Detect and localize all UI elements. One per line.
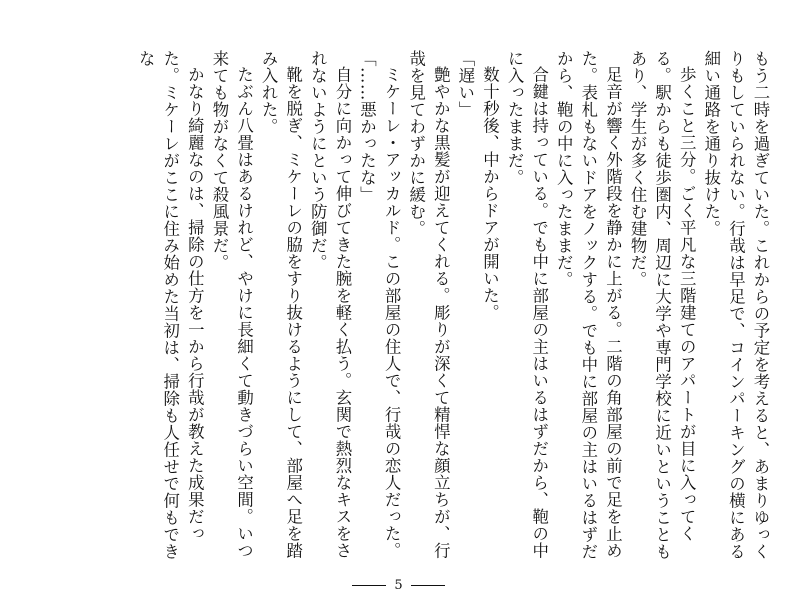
paragraph: 「……悪かったな」: [357, 50, 377, 203]
paragraph: 足音が響く外階段を静かに上がる。二階の角部屋の前で足を止めた。表札もないドアをノックする。でも中に部屋の主はいるはずだから、鞄の中に入ったままだ。: [554, 50, 623, 560]
paragraph: 数十秒後、中からドアが開いた。: [480, 66, 500, 322]
paragraph: かなり綺麗なのは、掃除の仕方を一から行哉が教えた成果だった。ミケーレがここに住み始めた当初は、掃除も人任せで何もできな: [136, 50, 205, 560]
paragraph: 自分に向かって伸びてきた腕を軽く払う。玄関で熱烈なキスをされないようにという防御だ。: [308, 50, 352, 560]
paragraph: もう二時を過ぎていた。これからの予定を考えると、あまりゆっくりもしていられない。行哉は早足で、コインパーキングの横にある細い通路を通り抜けた。: [701, 50, 770, 560]
folio-rule-right: [411, 585, 445, 586]
paragraph: 歩くこと三分。ごく平凡な三階建てのアパートが目に入ってくる。駅からも徒歩圏内、周辺に大学や専門学校に近いということもあり、学生が多く住む建物だ。: [628, 50, 697, 560]
paragraph: 艶やかな黒髪が迎えてくれる。彫りが深くて精悍な顔立ちが、行哉を見てわずかに緩む。: [406, 50, 451, 560]
paragraph: 合鍵は持っている。でも中に部屋の主はいるはずだから、鞄の中に入ったままだ。: [505, 50, 549, 560]
paragraph: たぶん八畳はあるけれど、やけに長細くて動きづらい空間。いつ来ても物がなくて殺風景だ。: [209, 50, 254, 560]
vertical-text-body: [50, 50, 772, 570]
page-number: 5: [394, 577, 403, 593]
paragraph: 「遅い」: [455, 50, 475, 118]
folio-rule-left: [352, 585, 386, 586]
page-footer: [0, 574, 797, 596]
paragraph: ミケーレ・アッカルド。この部屋の住人で、行哉の恋人だった。: [382, 66, 402, 560]
paragraph: 靴を脱ぎ、ミケーレの脇をすり抜けるようにして、部屋へ足を踏み入れた。: [259, 50, 303, 560]
